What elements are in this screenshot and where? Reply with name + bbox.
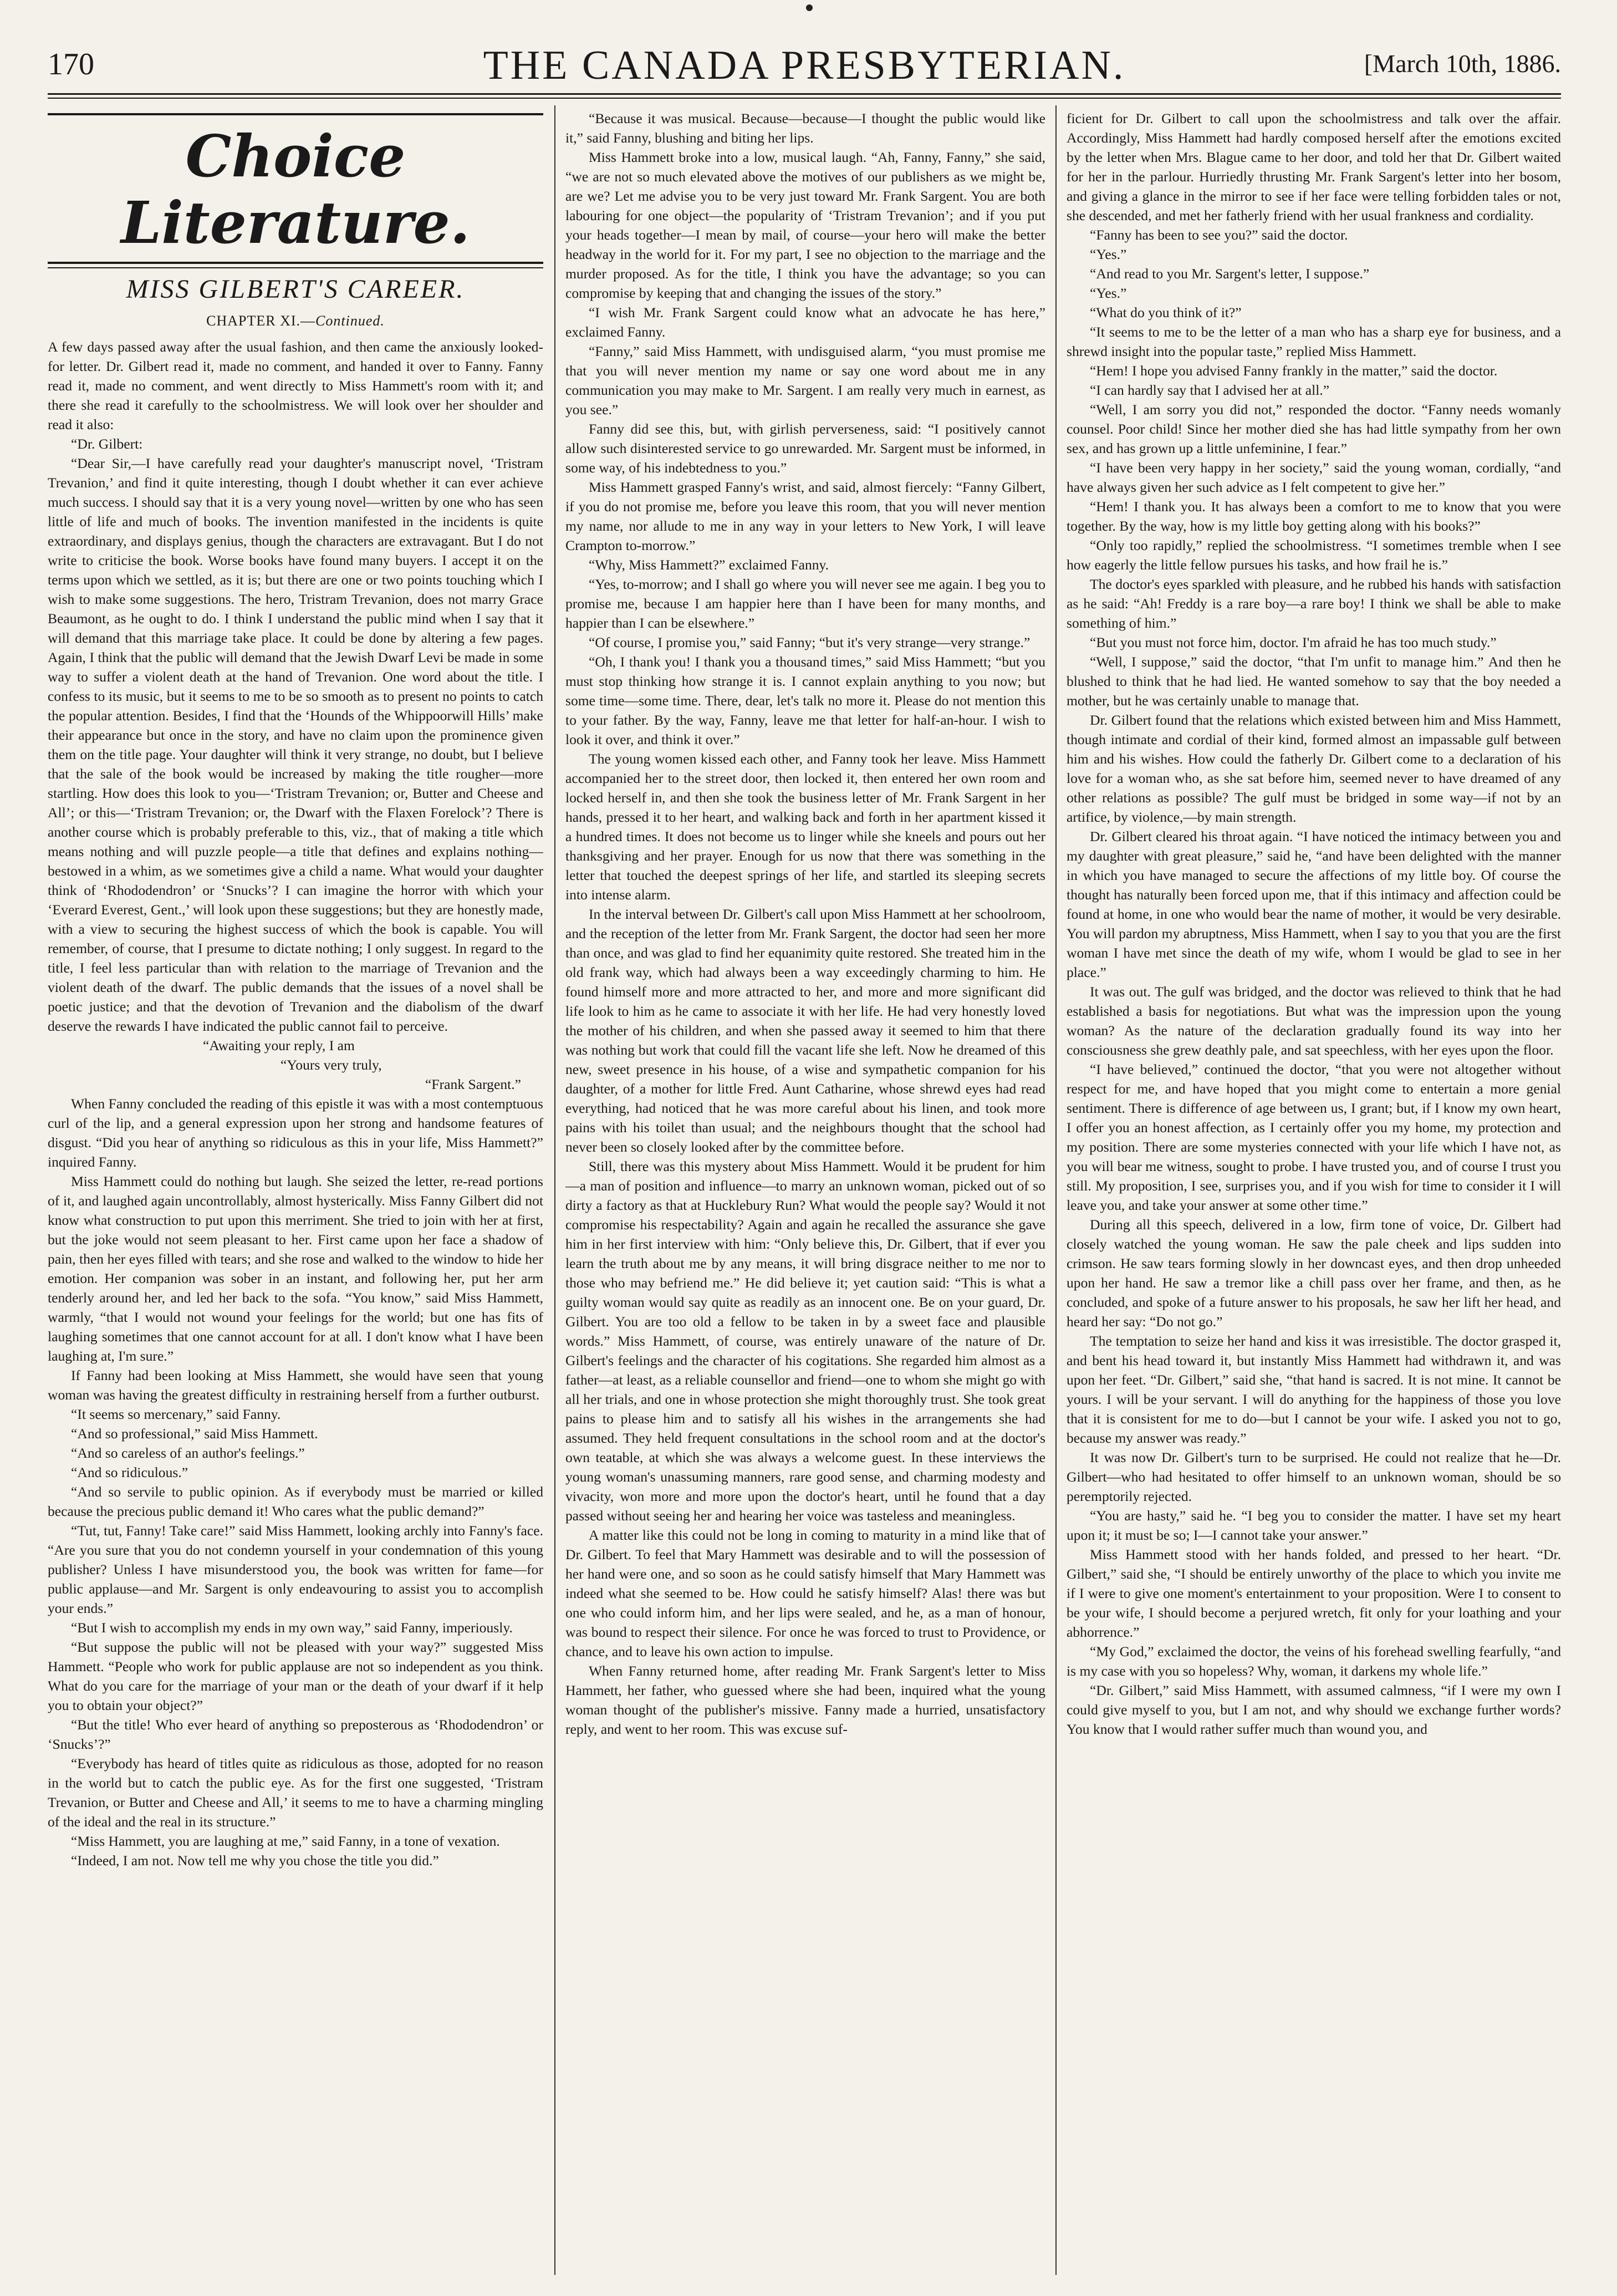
paragraph: “And so careless of an author's feelings.” xyxy=(71,1445,305,1461)
paragraph: Miss Hammett grasped Fanny's wrist, and said, almost fiercely: “Fanny Gilbert, if you do not promise me, before you leave this room, that you will never mention my name, nor allude to me in any way in your letters to New York, I will leave Crampton to-morrow.” xyxy=(565,479,1045,553)
paragraph: “And so professional,” said Miss Hammett. xyxy=(71,1426,318,1442)
paragraph: It was now Dr. Gilbert's turn to be surprised. He could not realize that he—Dr. Gilbert—who had hesitated to offer himself to an unknown woman, should be so peremptorily rejected. xyxy=(1067,1449,1561,1504)
paragraph: “Oh, I thank you! I thank you a thousand times,” said Miss Hammett; “but you must stop thinking how strange it is. I cannot explain anything to you now; but some time—some time. There, dear, let's talk no more it. Please do not mention this to your father. By the way, Fanny, leave me that letter for half-an-hour. I wish to look it over, and think it over.” xyxy=(565,654,1045,747)
paragraph: The temptation to seize her hand and kiss it was irresistible. The doctor grasped it, and bent his head toward it, but instantly Miss Hammett had withdrawn it, and was upon her feet. “Dr. Gilbert,” said she, “that hand is sacred. It is not mine. It cannot be yours. I will be your servant. I will do anything for the happiness of those you love that it is consistent for me to do—but I cannot be your wife. I asked you not to go, because my answer was ready.” xyxy=(1067,1333,1561,1446)
paragraph: “Dear Sir,—I have carefully read your daughter's manuscript novel, ‘Tristram Trevanion,’ and find it quite interesting, though I doubt whether it can ever achieve much success. I should say that it is a very young novel—written by one who has seen little of life and much of books. The invention manifested in the incidents is quite extraordinary, and displays genius, though the characters are extravagant. But I do not write to criticise the book. Worse books have found many buyers. I accept it on the terms upon which we settled, as it is; but there are one or two points touching which I wish to make some suggestions. The hero, Tristram Trevanion, does not marry Grace Beaumont, as he ought to do. I think I understand the public mind when I say that it will demand that this marriage take place. It could be done by altering a few pages. Again, I think that the public will demand that the Jewish Dwarf Levi be made in some way to suffer a violent death at the hand of Trevanion. One word about the title. I confess to its music, but it seems to me to be so smooth as to present no points to catch the popular attention. Besides, I find that the ‘Hounds of the Whippoorwill Hills’ make their appearance but once in the story, and have no claim upon the prominence given them on the title page. Your daughter will think it very strange, no doubt, but I believe that the sale of the book would be increased by making the title rougher—more startling. How does this look to you—‘Tristram Trevanion; or, Butter and Cheese and All’; or this—‘Tristram Trevanion; or, the Dwarf with the Flaxen Forelock’? There is another course which is probably preferable to this, viz., that of making a title which means nothing and will puzzle people—a title that defines and explains nothing—bestowed in a whim, as we sometimes give a child a name. What would your daughter think of ‘Rhododendron’ or ‘Snucks’? I can imagine the horror with which your ‘Everard Everest, Gent.,’ will look upon these suggestions; but they are honestly made, with a view to securing the highest success of which the book is capable. You will remember, of course, that I presume to dictate nothing; I only suggest. In regard to the title, I feel less particular than with relation to the marriage of Trevanion and the violent death of the dwarf. The public demands that the issues of a novel shall be poetic justice; and that the devotion of Trevanion and the diabolism of the dwarf deserve the rewards I have indicated the public cannot fail to perceive. xyxy=(48,455,543,1034)
column-rule-2 xyxy=(1055,105,1057,2275)
story-title: MISS GILBERT'S CAREER. xyxy=(126,274,465,304)
paragraph: “But I wish to accomplish my ends in my own way,” said Fanny, imperiously. xyxy=(71,1620,513,1636)
paragraph: “What do you think of it?” xyxy=(1090,304,1242,320)
column-paragraphs xyxy=(565,109,1045,1739)
paragraph: “I have believed,” continued the doctor, “that you were not altogether without respect for me, and have hoped that you might come to entertain a more genial sentiment. There is difference of age between us, I grant; but, if I know my own heart, I offer you an honest affection, as I certainly offer you my home, my protection and my position. There are some mysteries connected with your life which I have not, as you will bear me witness, sought to probe. I have trusted you, and of course I trust you still. My proposition, I see, surprises you, and if you wish for time to consider it I will leave you, and take your answer at some other time.” xyxy=(1067,1061,1561,1213)
column-paragraphs xyxy=(1067,109,1561,1739)
paragraph: “And so servile to public opinion. As if everybody must be married or killed because the precious public demand it! Who cares what the public demand?” xyxy=(48,1484,543,1519)
paragraph: A few days passed away after the usual fashion, and then came the anxiously looked-for letter. Dr. Gilbert read it, made no comment, and handed it over to Fanny. Fanny read it, made no comment, and went directly to Miss Hammett's room with it; and there she read it carefully to the schoolmistress. We will look over her shoulder and read it also: xyxy=(48,339,543,432)
paragraph: “Fanny has been to see you?” said the doctor. xyxy=(1090,227,1348,243)
paragraph: “Tut, tut, Fanny! Take care!” said Miss Hammett, looking archly into Fanny's face. “Are you sure that you do not condemn yourself in your condemnation of this young publisher? Unless I have misunderstood you, the book was written for fame—for public applause—and Mr. Sargent is only endeavouring to assist you to accomplish your ends.” xyxy=(48,1523,543,1616)
paragraph: Still, there was this mystery about Miss Hammett. Would it be prudent for him—a man of position and influence—to marry an unknown woman, picked out of so dirty a factory as that at Hucklebury Run? What would the people say? Would it not compromise his respectability? Again and again he recalled the assurance she gave him in her first interview with him: “Only believe this, Dr. Gilbert, that if ever you learn the truth about me by any means, it will bring disgrace neither to me nor to those who may befriend me.” He did believe it; yet caution said: “This is what a guilty woman would say quite as readily as an innocent one. Be on your guard, Dr. Gilbert. You are too old a fellow to be taken in by a sweet face and plausible words.” Miss Hammett, of course, was entirely unaware of the nature of Dr. Gilbert's feelings and the character of his cogitations. She regarded him almost as a father—at least, as a reliable counsellor and friend—one to whom she might go with all her trials, and one in whose protection she might thoroughly trust. She took great pains to please him and to satisfy all his wishes in the arrangements she had assumed. They held frequent consultations in the school room and at the doctor's own teatable, at which she was always a welcome guest. In these interviews the young woman's unassuming manners, rare good sense, and charming modesty and vivacity, won more and more upon the doctor's heart, until he found that a day passed without seeing her and hearing her voice was tasteless and meaningless. xyxy=(565,1158,1045,1524)
section-rule-bottom xyxy=(48,262,543,264)
column-paragraphs xyxy=(48,337,543,1870)
chapter-heading xyxy=(48,311,543,330)
text-column-2 xyxy=(565,109,1045,2266)
paragraph: “Miss Hammett, you are laughing at me,” said Fanny, in a tone of vexation. xyxy=(71,1833,500,1849)
paragraph: “My God,” exclaimed the doctor, the veins of his forehead swelling fearfully, “and is my case with you so hopeless? Why, woman, it darkens my whole life.” xyxy=(1067,1643,1561,1679)
paragraph: If Fanny had been looking at Miss Hammett, she would have seen that young woman was having the greatest difficulty in restraining herself from a further outburst. xyxy=(48,1367,543,1403)
paragraph: “It seems to me to be the letter of a man who has a sharp eye for business, and a shrewd insight into the popular taste,” replied Miss Hammett. xyxy=(1067,324,1561,359)
section-title: Choice Literature. xyxy=(121,122,470,257)
paragraph: “Yours very truly, xyxy=(280,1057,382,1073)
paragraph: “Yes, to-morrow; and I shall go where you will never see me again. I beg you to promise me, because I am happier here than I have been for many months, and happier than I can be elsewhere.” xyxy=(565,576,1045,631)
section-rule-thin xyxy=(48,267,543,268)
paragraph: ficient for Dr. Gilbert to call upon the schoolmistress and talk over the affair. Accordingly, Miss Hammett had hardly composed herself after the emotions excited by the letter when Mrs. Blague came to her door, and told her that Dr. Gilbert waited for her in the parlour. Hurriedly thrusting Mr. Frank Sargent's letter into her bosom, and giving a glance in the mirror to see if her face were telling forbidden tales or not, she descended, and met her fatherly friend with her usual frankness and cordiality. xyxy=(1067,110,1561,223)
page-header xyxy=(48,39,1561,94)
paragraph: “Yes.” xyxy=(1090,285,1127,301)
paragraph: “Hem! I thank you. It has always been a comfort to me to know that you were together. By the way, how is my little boy getting along with his books?” xyxy=(1067,498,1561,534)
paragraph: “Dr. Gilbert: xyxy=(71,436,143,452)
paragraph: “You are hasty,” said he. “I beg you to consider the matter. I have set my heart upon it; it must be so; I—I cannot take your answer.” xyxy=(1067,1508,1561,1543)
paragraph: “Well, I am sorry you did not,” responded the doctor. “Fanny needs womanly counsel. Poor child! Since her mother died she has had little sympathy from her own sex, and has grown up a little unfeminine, I fear.” xyxy=(1067,401,1561,456)
paragraph: “Awaiting your reply, I am xyxy=(203,1037,355,1053)
paragraph: “Because it was musical. Because—because—I thought the public would like it,” said Fanny, blushing and biting her lips. xyxy=(565,110,1045,146)
paragraph: “But suppose the public will not be pleased with your way?” suggested Miss Hammett. “People who work for public applause are not so independent as you think. What do you care for the marriage of your man or the death of your dwarf if it help you to obtain your object?” xyxy=(48,1639,543,1713)
paragraph: During all this speech, delivered in a low, firm tone of voice, Dr. Gilbert had closely watched the young woman. He saw the pale cheek and lips sudden into crimson. He saw tears forming slowly in her downcast eyes, and then drop unheeded upon her hand. He saw a tremor like a chill pass over her frame, and then, as he concluded, and spoke of a future answer to his proposals, he saw her lift her head, and heard her say: “Do not go.” xyxy=(1067,1216,1561,1330)
paragraph: Miss Hammett stood with her hands folded, and pressed to her heart. “Dr. Gilbert,” said she, “I should be entirely unworthy of the place to which you invite me if I were to give one moment's entertainment to your proposition. Were I to consent to be your wife, I should become a perjured wretch, fit only for your loathing and your abhorrence.” xyxy=(1067,1546,1561,1640)
masthead: THE CANADA PRESBYTERIAN. xyxy=(483,43,1126,88)
paragraph: Miss Hammett broke into a low, musical laugh. “Ah, Fanny, Fanny,” she said, “we are not so much elevated above the motives of our publishers as we might be, are we? Let me advise you to be very just toward Mr. Frank Sargent. You are both labouring for one object—the popularity of ‘Tristram Trevanion’; and if you put your heads together—I mean by mail, of course—your hero will make the better headway in the world for it. For my part, I see no objection to the marriage and the murder proposed. As for the title, I think you have the advantage; so you can compromise by keeping that and changing the issues of the story.” xyxy=(565,149,1045,301)
paragraph: Dr. Gilbert cleared his throat again. “I have noticed the intimacy between you and my daughter with great pleasure,” said he, “and have been delighted with the manner in which you have managed to secure the affections of my little boy. Of course the thought has naturally been forced upon me, that if this intimacy and affection could be found at home, in one who would bear the name of mother, it would be very desirable. You will pardon my abruptness, Miss Hammett, when I say to you that you are the first woman I have met since the death of my wife, whom I would be glad to see in her place.” xyxy=(1067,828,1561,980)
paragraph: “But the title! Who ever heard of anything so preposterous as ‘Rhododendron’ or ‘Snucks’?” xyxy=(48,1717,543,1752)
paragraph: “And so ridiculous.” xyxy=(71,1464,188,1480)
paragraph: The young women kissed each other, and Fanny took her leave. Miss Hammett accompanied her to the street door, then locked it, then entered her own room and locked herself in, and then she took the business letter of Mr. Frank Sargent in her hands, pressed it to her heart, and walking back and forth in her apartment kissed it a hundred times. It does not become us to linger while she kneels and pours out her thanksgiving and her prayer. Enough for us now that there was something in the letter that touched the deepest springs of her life, and startled its sleeping secrets into intense alarm. xyxy=(565,751,1045,903)
paragraph: “Dr. Gilbert,” said Miss Hammett, with assumed calmness, “if I were my own I could give myself to you, but I am not, and why should we exchange further words? You know that I would rather suffer much than wound you, and xyxy=(1067,1682,1561,1737)
paragraph: “It seems so mercenary,” said Fanny. xyxy=(71,1406,281,1422)
paragraph: Miss Hammett could do nothing but laugh. She seized the letter, re-read portions of it, and laughed again uncontrollably, almost hysterically. Miss Fanny Gilbert did not know what construction to put upon this merriment. She tried to join with her at first, but the joke would not seem pleasant to her. First came upon her face a shadow of pain, then her eyes filled with tears; and she rose and walked to the window to hide her emotion. Her companion was sober in an instant, and following her, put her arm tenderly around her, and led her back to the sofa. “You know,” said Miss Hammett, warmly, “that I would not wound your feelings for the world; but one has fits of laughing sometimes that one cannot account for at all. I don't know what I have been laughing at, I'm sure.” xyxy=(48,1173,543,1364)
paragraph: “But you must not force him, doctor. I'm afraid he has too much study.” xyxy=(1090,634,1497,650)
paragraph: “I wish Mr. Frank Sargent could know what an advocate he has here,” exclaimed Fanny. xyxy=(565,304,1045,340)
paragraph: “Well, I suppose,” said the doctor, “that I'm unfit to manage him.” And then he blushed to think that he had lied. He wanted somehow to say that the boy needed a mother, but he was certainly unable to manage that. xyxy=(1067,654,1561,709)
paragraph: “I can hardly say that I advised her at all.” xyxy=(1090,382,1330,398)
text-column-1 xyxy=(48,109,543,2266)
chapter-continued: Continued. xyxy=(315,313,385,329)
issue-date: [March 10th, 1886. xyxy=(1364,49,1561,78)
paragraph: Dr. Gilbert found that the relations which existed between him and Miss Hammett, though intimate and cordial of their kind, formed almost an impassable gulf between him and his wishes. How could the fatherly Dr. Gilbert come to a declaration of his love for a woman who, as she sat before him, seemed never to have dreamed of any other relations as possible? The gulf must be bridged in some way—if not by an artifice, by violence,—by main strength. xyxy=(1067,712,1561,825)
page-number: 170 xyxy=(48,47,94,82)
paragraph: “And read to you Mr. Sargent's letter, I suppose.” xyxy=(1090,266,1370,282)
paragraph: “Of course, I promise you,” said Fanny; “but it's very strange—very strange.” xyxy=(589,634,1031,650)
paragraph: The doctor's eyes sparkled with pleasure, and he rubbed his hands with satisfaction as he said: “Ah! Freddy is a rare boy—a rare boy! I think we shall be able to make something of him.” xyxy=(1067,576,1561,631)
paragraph: “Indeed, I am not. Now tell me why you chose the title you did.” xyxy=(71,1852,439,1869)
paragraph: “Only too rapidly,” replied the schoolmistress. “I sometimes tremble when I see how eagerly the little fellow pursues his tasks, and how frail he is.” xyxy=(1067,537,1561,573)
paragraph: It was out. The gulf was bridged, and the doctor was relieved to think that he had established a basis for negotiations. But what was the impression upon the young woman? As the nature of the declaration gradually found its way into her consciousness she grew deathly pale, and sat speechless, with her eyes upon the floor. xyxy=(1067,984,1561,1058)
header-rule-top xyxy=(48,93,1561,95)
registration-dot xyxy=(806,4,813,11)
paragraph: When Fanny concluded the reading of this epistle it was with a most contemptuous curl of the lip, and a general expression upon her strong and handsome features of disgust. “Did you hear of anything so ridiculous as this in your life, Miss Hammett?” inquired Fanny. xyxy=(48,1096,543,1170)
chapter-number: CHAPTER XI.— xyxy=(206,313,316,329)
paragraph: “Everybody has heard of titles quite as ridiculous as those, adopted for no reason in the world but to catch the public eye. As for the first one suggested, ‘Tristram Trevanion, or Butter and Cheese and All,’ it seems to me to have a charming mingling of the ideal and the real in its structure.” xyxy=(48,1755,543,1830)
paragraph: “I have been very happy in her society,” said the young woman, cordially, “and have always given her such advice as I felt competent to give her.” xyxy=(1067,460,1561,495)
paragraph: In the interval between Dr. Gilbert's call upon Miss Hammett at her schoolroom, and the reception of the letter from Mr. Frank Sargent, the doctor had seen her more than once, and was glad to find her equanimity quite restored. She treated him in the old frank way, which had always been a way exceedingly charming to him. He found himself more and more attracted to her, and more and more significant did life look to him as he came to associate it with her life. He had very honestly loved the mother of his children, and when she passed away it seemed to him that there was nothing but work that could fill the vacant life she left. Now he dreamed of this new, sweet presence in his house, of a wise and sympathetic companion for his daughter, of a mother for little Fred. Aunt Catharine, whose shrewd eyes had read everything, had noticed that he was more careful about his linen, and took more pains with his toilet than usual; and the neighbours thought that the school had never been so closely looked after by the committee before. xyxy=(565,906,1045,1155)
section-rule-top xyxy=(48,113,543,115)
paragraph: When Fanny returned home, after reading Mr. Frank Sargent's letter to Miss Hammett, her father, who guessed where she had been, inquired what the young woman thought of the publisher's missive. Fanny made a hurried, unsatisfactory reply, and went to her room. This was excuse suf- xyxy=(565,1663,1045,1737)
header-rule-bottom xyxy=(48,98,1561,99)
column-rule-1 xyxy=(554,105,555,2275)
paragraph: Fanny did see this, but, with girlish perverseness, said: “I positively cannot allow such disinterested service to go unrewarded. Mr. Sargent must be informed, in some way, of his indebtedness to you.” xyxy=(565,421,1045,476)
text-column-3 xyxy=(1067,109,1561,2266)
paragraph: “Yes.” xyxy=(1090,246,1127,262)
paragraph: “Frank Sargent.” xyxy=(425,1076,521,1092)
paragraph: A matter like this could not be long in coming to maturity in a mind like that of Dr. Gilbert. To feel that Mary Hammett was desirable and to will the possession of her hand were one, and so soon as he could satisfy himself that Mary Hammett was indeed what she seemed to be. How could he satisfy himself? Alas! there was but one who could inform him, and her lips were sealed, and he, as a man of honour, was bound to respect their silence. For once he was forced to trust to Providence, or chance, and to leave his own action to impulse. xyxy=(565,1527,1045,1659)
paragraph: “Fanny,” said Miss Hammett, with undisguised alarm, “you must promise me that you will never mention my name or say one word about me in any communication you may make to Mr. Sargent. I am really very much in earnest, as you see.” xyxy=(565,343,1045,418)
paragraph: “Why, Miss Hammett?” exclaimed Fanny. xyxy=(589,557,829,573)
paragraph: “Hem! I hope you advised Fanny frankly in the matter,” said the doctor. xyxy=(1090,363,1498,379)
